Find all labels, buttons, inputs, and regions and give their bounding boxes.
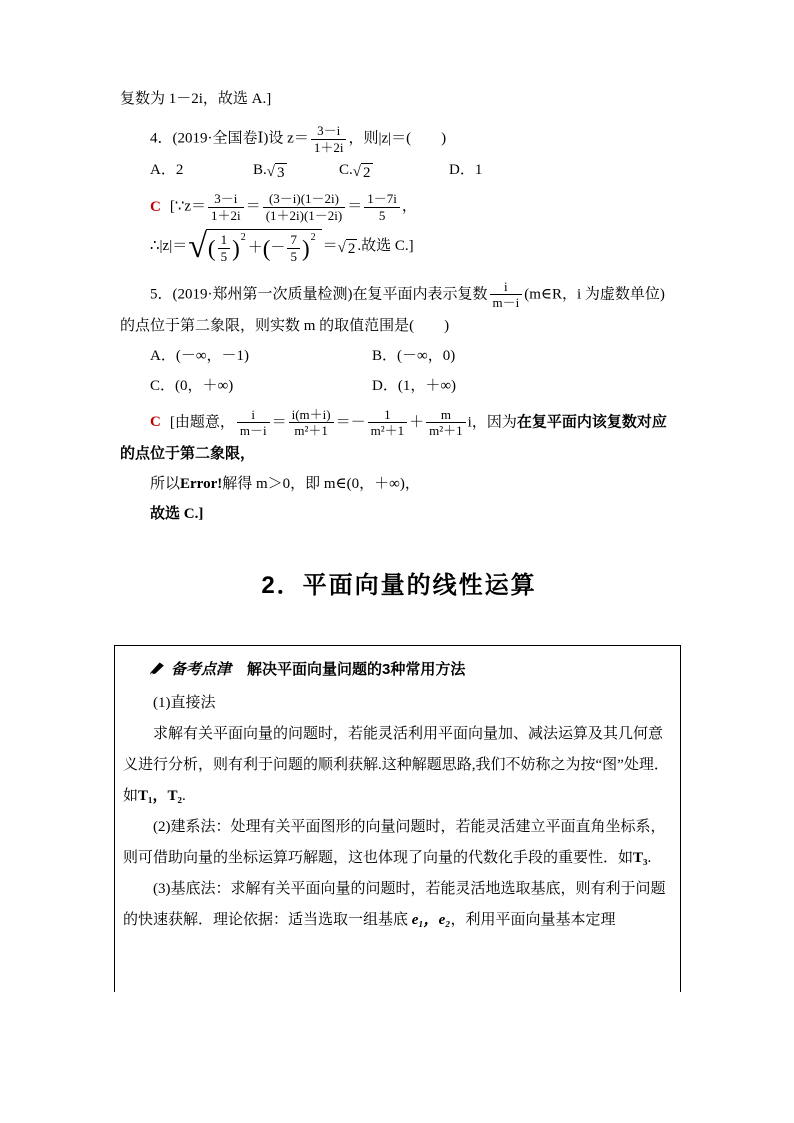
square-root (188, 229, 321, 264)
question-5-options (120, 341, 678, 401)
tip-text: . (182, 787, 186, 804)
fraction (368, 407, 408, 439)
emphasis-text: 在复平面内该复数对应的点位于第二象限， (120, 414, 667, 462)
option-b: B．(－∞，0) (372, 347, 456, 364)
fraction-numerator: 1 (368, 407, 408, 424)
fraction-numerator: i (490, 279, 523, 296)
minus-sign: － (270, 240, 286, 257)
formula-text: ＋ (247, 240, 263, 257)
formula-text: ， (401, 198, 417, 215)
formula-text: ＝ (322, 238, 338, 255)
q5-stem-pre: 5．(2019·郑州第一次质量检测)在复平面内表示复数 (150, 286, 488, 303)
carryover-answer-line: 复数为 1－2i，故选 A.] (120, 91, 272, 107)
fraction-numerator: i (237, 407, 270, 424)
formula-text: [由题意， (169, 414, 235, 431)
formula-text: .故选 C.] (357, 238, 414, 255)
radicand: 3 (277, 165, 285, 182)
fraction (237, 407, 270, 439)
option-c: C．(0，＋∞) (150, 377, 234, 394)
reference-label: T₁，T₂ (138, 787, 183, 804)
q5-solution-line-3: 故选 C.] (150, 505, 204, 522)
formula-text: [∵z＝ (169, 198, 207, 215)
reference-label: T₃ (633, 849, 648, 866)
radical-sign-icon: √ (266, 164, 275, 181)
question-4-options (120, 155, 678, 185)
field-error-text: Error! (180, 475, 223, 492)
tip-box-header (123, 654, 672, 686)
formula-text: ∴|z|＝ (150, 238, 188, 255)
option-b-label: B. (253, 162, 267, 179)
fraction-numerator: m (426, 407, 466, 424)
tip-box-title: 解决平面向量问题的3种常用方法 (247, 660, 466, 678)
q4-solution-line-2 (120, 229, 678, 264)
fraction (426, 407, 466, 439)
exponent: 2 (310, 232, 316, 244)
fraction-denominator: 5 (220, 248, 228, 264)
q4-solution-line-1 (120, 191, 678, 223)
q4-stem-pre: 4．(2019·全国卷Ⅰ)设 z＝ (150, 130, 309, 147)
formula-text: ＝ (271, 414, 287, 431)
fraction-denominator: m²＋1 (370, 423, 405, 439)
fraction-denominator: m－i (239, 423, 267, 439)
section-heading: 2．平面向量的线性运算 (261, 571, 537, 599)
fraction-denominator: 1＋2i (211, 207, 241, 223)
fraction-numerator: 3－i (311, 123, 347, 140)
option-a: A．2 (150, 162, 184, 179)
paren: ) (301, 235, 310, 261)
fraction-numerator: 1－7i (364, 191, 400, 208)
fraction-numerator: i(m＋i) (289, 407, 334, 424)
fraction-denominator: m²＋1 (429, 423, 463, 439)
radical-sign-icon: √ (352, 164, 361, 181)
fraction-numerator: 1 (218, 232, 231, 249)
fraction-denominator: 5 (290, 248, 297, 264)
radicand: 2 (347, 241, 356, 258)
fraction (287, 232, 300, 264)
option-b (253, 155, 339, 185)
option-a: A．(－∞，－1) (150, 347, 250, 364)
fraction (218, 232, 231, 264)
tip-text: ，利用平面向量基本定理 (450, 911, 616, 928)
tip-paragraph-4 (123, 874, 672, 936)
radical-sign-icon: √ (337, 240, 346, 257)
option-d: D．1 (449, 162, 483, 179)
answer-letter: C (150, 198, 161, 215)
question-5-stem (120, 279, 678, 341)
vector-basis-label: e₁，e₂ (411, 911, 451, 928)
radicand (206, 229, 322, 264)
exponent: 2 (240, 232, 246, 244)
q5-solution-line-2 (120, 469, 678, 499)
fraction (208, 191, 244, 223)
paren: ( (262, 235, 271, 261)
fraction-denominator: 1＋2i (313, 139, 344, 155)
option-c-label: C. (339, 162, 353, 179)
tip-paragraph-1: (1)直接法 (153, 694, 216, 711)
fraction (289, 407, 334, 439)
fraction-denominator: 5 (378, 207, 386, 223)
q5-solution-line-1 (120, 407, 678, 469)
tip-box-label: 备考点津 (171, 661, 232, 678)
radicand: 2 (363, 165, 371, 182)
option-c (339, 155, 449, 185)
paren: ) (232, 235, 240, 261)
square-root (353, 163, 373, 183)
solution-text: 所以 (150, 475, 181, 492)
tip-box (114, 645, 681, 992)
content-column (120, 84, 678, 992)
square-root (338, 239, 358, 259)
pen-icon (149, 661, 166, 676)
fraction-denominator: m²＋1 (294, 423, 328, 439)
fraction-denominator: m－i (492, 295, 520, 311)
tip-paragraph-3 (123, 812, 672, 874)
fraction (490, 279, 523, 311)
option-d: D．(1，＋∞) (372, 377, 457, 394)
radical-sign-icon: √ (188, 227, 207, 265)
formula-text: ＝ (245, 198, 261, 215)
fraction-numerator: (3－i)(1－2i) (263, 191, 346, 208)
q5-stem-post: (m∈R，i 为虚数单位)的点位于第二象限，则实数 m 的取值范围是( ) (120, 286, 665, 334)
fraction (311, 123, 347, 155)
solution-text: 解得 m＞0，即 m∈(0，＋∞)， (222, 475, 420, 492)
formula-text: ＝ (347, 198, 363, 215)
fraction (263, 191, 346, 223)
fraction-denominator: (1＋2i)(1－2i) (265, 207, 343, 223)
tip-text: (2)建系法：处理有关平面图形的向量问题时，若能灵活建立平面直角坐标系，则可借助向量的坐标运算巧解题，这也体现了向量的代数化手段的重要性．如 (123, 818, 666, 866)
fraction-numerator: 7 (287, 232, 300, 249)
formula-text: ＋ (409, 414, 425, 431)
answer-letter: C (150, 414, 161, 431)
tip-text: 求解有关平面向量的问题时，若能灵活利用平面向量加、减法运算及其几何意义进行分析，则有利于问题的顺利获解.这种解题思路,我们不妨称之为按“图”处理．如 (123, 725, 669, 804)
question-4-stem (120, 123, 678, 155)
tip-paragraph-2 (123, 719, 672, 812)
tip-text: (3)基底法：求解有关平面向量的问题时，若能灵活地选取基底，则有利于问题的快速获解．理论依据：适当选取一组基底 (123, 880, 666, 928)
fraction-numerator: 3－i (208, 191, 244, 208)
formula-text: i，因为 (467, 414, 517, 431)
formula-text: ＝－ (335, 414, 366, 431)
paren: ( (207, 235, 216, 261)
tip-text: . (647, 849, 652, 866)
square-root (267, 163, 287, 183)
q4-stem-post: ，则|z|＝( ) (348, 130, 447, 147)
fraction (364, 191, 400, 223)
